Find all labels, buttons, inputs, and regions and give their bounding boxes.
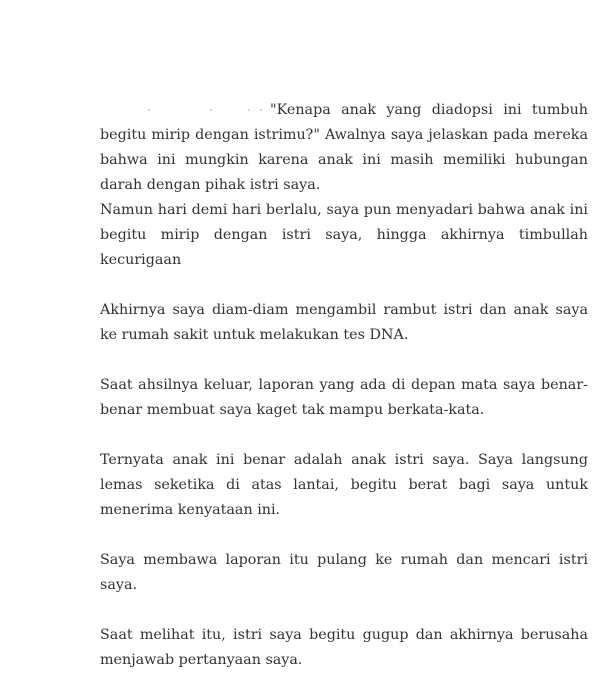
article-paragraph: Saya membawa laporan itu pulang ke rumah dan mencari istri saya.	[100, 552, 588, 593]
article-paragraph: Namun hari demi hari berlalu, saya pun menyadari bahwa anak ini begitu mirip dengan istri saya, hingga akhirnya timbullah kecurigaan	[100, 202, 588, 268]
paragraph-spacer	[100, 273, 588, 298]
article-body	[100, 98, 588, 673]
article-paragraph: Saat ahsilnya keluar, laporan yang ada di depan mata saya benar-benar membuat saya kaget tak mampu berkata-kata.	[100, 377, 588, 418]
faded-text-fragment	[100, 103, 270, 117]
paragraph-spacer	[100, 523, 588, 548]
paragraph-spacer	[100, 348, 588, 373]
article-paragraph	[100, 98, 588, 198]
paragraph-spacer	[100, 598, 588, 623]
paragraph-spacer	[100, 423, 588, 448]
article-paragraph: Ternyata anak ini benar adalah anak istri saya. Saya langsung lemas seketika di atas lantai, begitu berat bagi saya untuk menerima kenyataan ini.	[100, 452, 588, 518]
paragraph-text: "Kenapa anak yang diadopsi ini tumbuh begitu mirip dengan istrimu?" Awalnya saya jelaskan pada mereka bahwa ini mungkin karena anak ini masih memiliki hubungan darah dengan pihak istri saya.	[100, 102, 588, 193]
article-paragraph: Saat melihat itu, istri saya begitu gugup dan akhirnya berusaha menjawab pertanyaan saya.	[100, 627, 588, 668]
article-paragraph: Akhirnya saya diam-diam mengambil rambut istri dan anak saya ke rumah sakit untuk melakukan tes DNA.	[100, 302, 588, 343]
